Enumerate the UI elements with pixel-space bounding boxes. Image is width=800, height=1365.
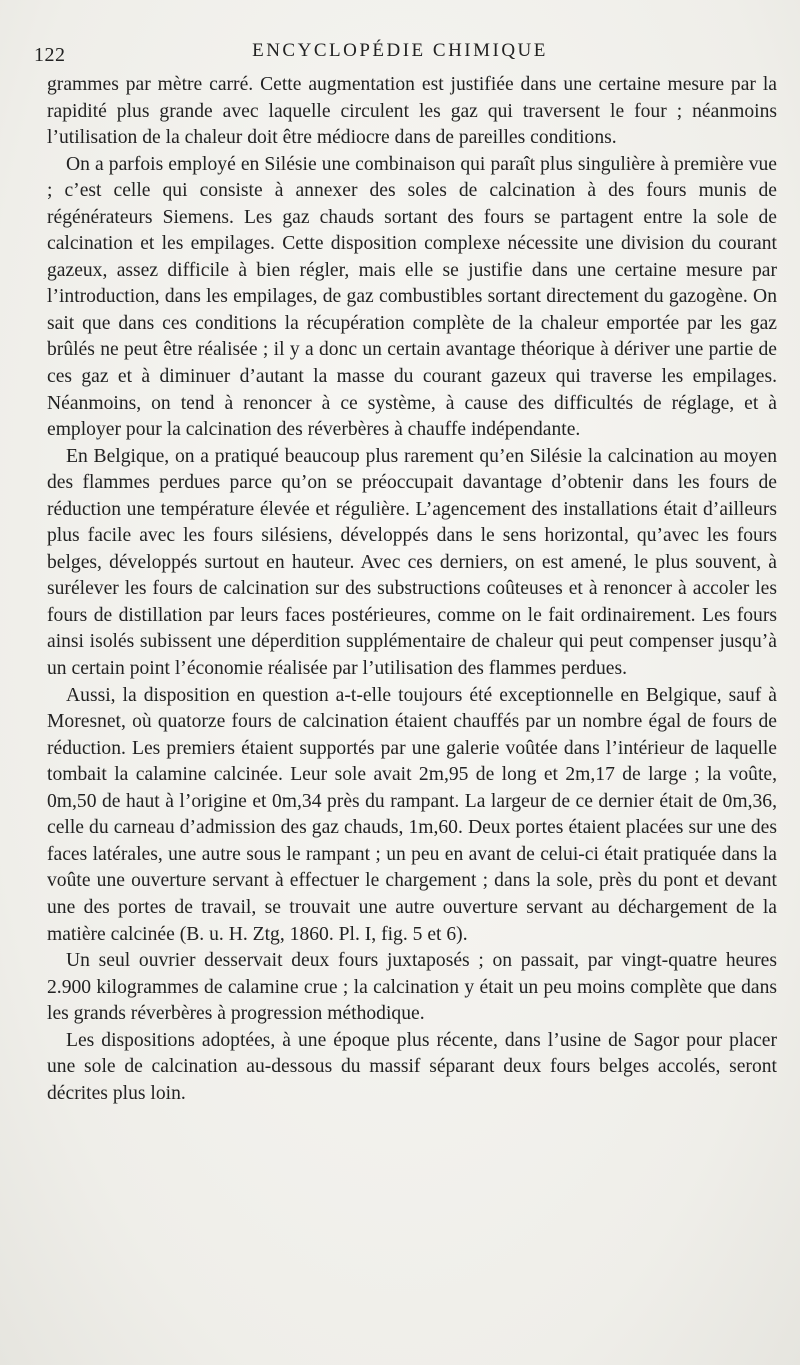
paragraph-sagor: Les dispositions adoptées, à une époque plus récente, dans l’usine de Sagor pour placer une sole de calcination au-dessous du massif séparant deux fours belges accolés, seront décrites plus loin. — [47, 1029, 777, 1104]
page-number: 122 — [34, 44, 66, 66]
paragraph-worker: Un seul ouvrier desservait deux fours juxtaposés ; on passait, par vingt-quatre heures 2.900 kilogrammes de calamine crue ; la calcination y était un peu moins complète que dans les grands réverbères à progression méthodique. — [47, 950, 777, 1025]
page-header — [30, 36, 770, 66]
paragraph-moresnet: Aussi, la disposition en question a-t-elle toujours été exceptionnelle en Belgique, sauf à Moresnet, où quatorze fours de calcination étaient chauffés par un nombre égal de fours de réduction. Les premiers étaient supportés par une galerie voûtée dans l’intérieur de laquelle tombait la calamine calcinée. Leur sole avait 2m,95 de long et 2m,17 de large ; la voûte, 0m,50 de haut à l’origine et 0m,34 près du rampant. La largeur de ce dernier était de 0m,36, celle du carneau d’admission des gaz chauds, 1m,60. Deux portes étaient placées sur une des faces latérales, une autre sous le rampant ; un peu en avant de celui-ci était pratiquée dans la voûte une ouverture servant à effectuer le chargement ; dans la sole, près du pont et devant une des portes de travail, se trouvait une autre ouverture servant au déchargement de la matière calcinée (B. u. H. Ztg, 1860. Pl. I, fig. 5 et 6). — [47, 684, 777, 945]
paragraph-belgium: En Belgique, on a pratiqué beaucoup plus rarement qu’en Silésie la calcination au moyen des flammes perdues parce qu’on se préoccupait davantage d’obtenir dans les fours de réduction une température élevée et régulière. L’agencement des installations était d’ailleurs plus facile avec les fours silésiens, développés dans le sens horizontal, qu’avec les fours belges, développés surtout en hauteur. Avec ces derniers, on est amené, le plus souvent, à surélever les fours de calcination sur des substructions coûteuses et à renoncer à accoler les fours de distillation par leurs faces postérieures, comme on le fait ordinairement. Les fours ainsi isolés subissent une déperdition supplémentaire de chaleur qui peut compenser jusqu’à un certain point l’économie réalisée par l’utilisation des flammes perdues. — [47, 445, 777, 680]
body-text — [47, 72, 777, 1107]
paragraph-continued: grammes par mètre carré. Cette augmentation est justifiée dans une certaine mesure par la rapidité plus grande avec laquelle circulent les gaz qui traversent le four ; néanmoins l’utilisation de la chaleur doit être médiocre dans de pareilles conditions. — [47, 74, 777, 149]
running-title: ENCYCLOPÉDIE CHIMIQUE — [252, 40, 548, 61]
paragraph-silesia-siemens: On a parfois employé en Silésie une combinaison qui paraît plus singulière à première vue ; c’est celle qui consiste à annexer des soles de calcination à des fours munis de régénérateurs Siemens. Les gaz chauds sortant des fours se partagent entre la sole de calcination et les empilages. Cette disposition complexe nécessite une division du courant gazeux, assez difficile à bien régler, mais elle se justifie dans une certaine mesure par l’introduction, dans les empilages, de gaz combustibles sortant directement du gazogène. On sait que dans ces conditions la récupération complète de la chaleur emportée par les gaz brûlés ne peut être réalisée ; il y a donc un certain avantage théorique à dériver une partie de ces gaz et à diminuer d’autant la masse du courant gazeux qui traverse les empilages. Néanmoins, on tend à renoncer à ce système, à cause des difficultés de réglage, et à employer pour la calcination des réverbères à chauffe indépendante. — [47, 153, 777, 441]
